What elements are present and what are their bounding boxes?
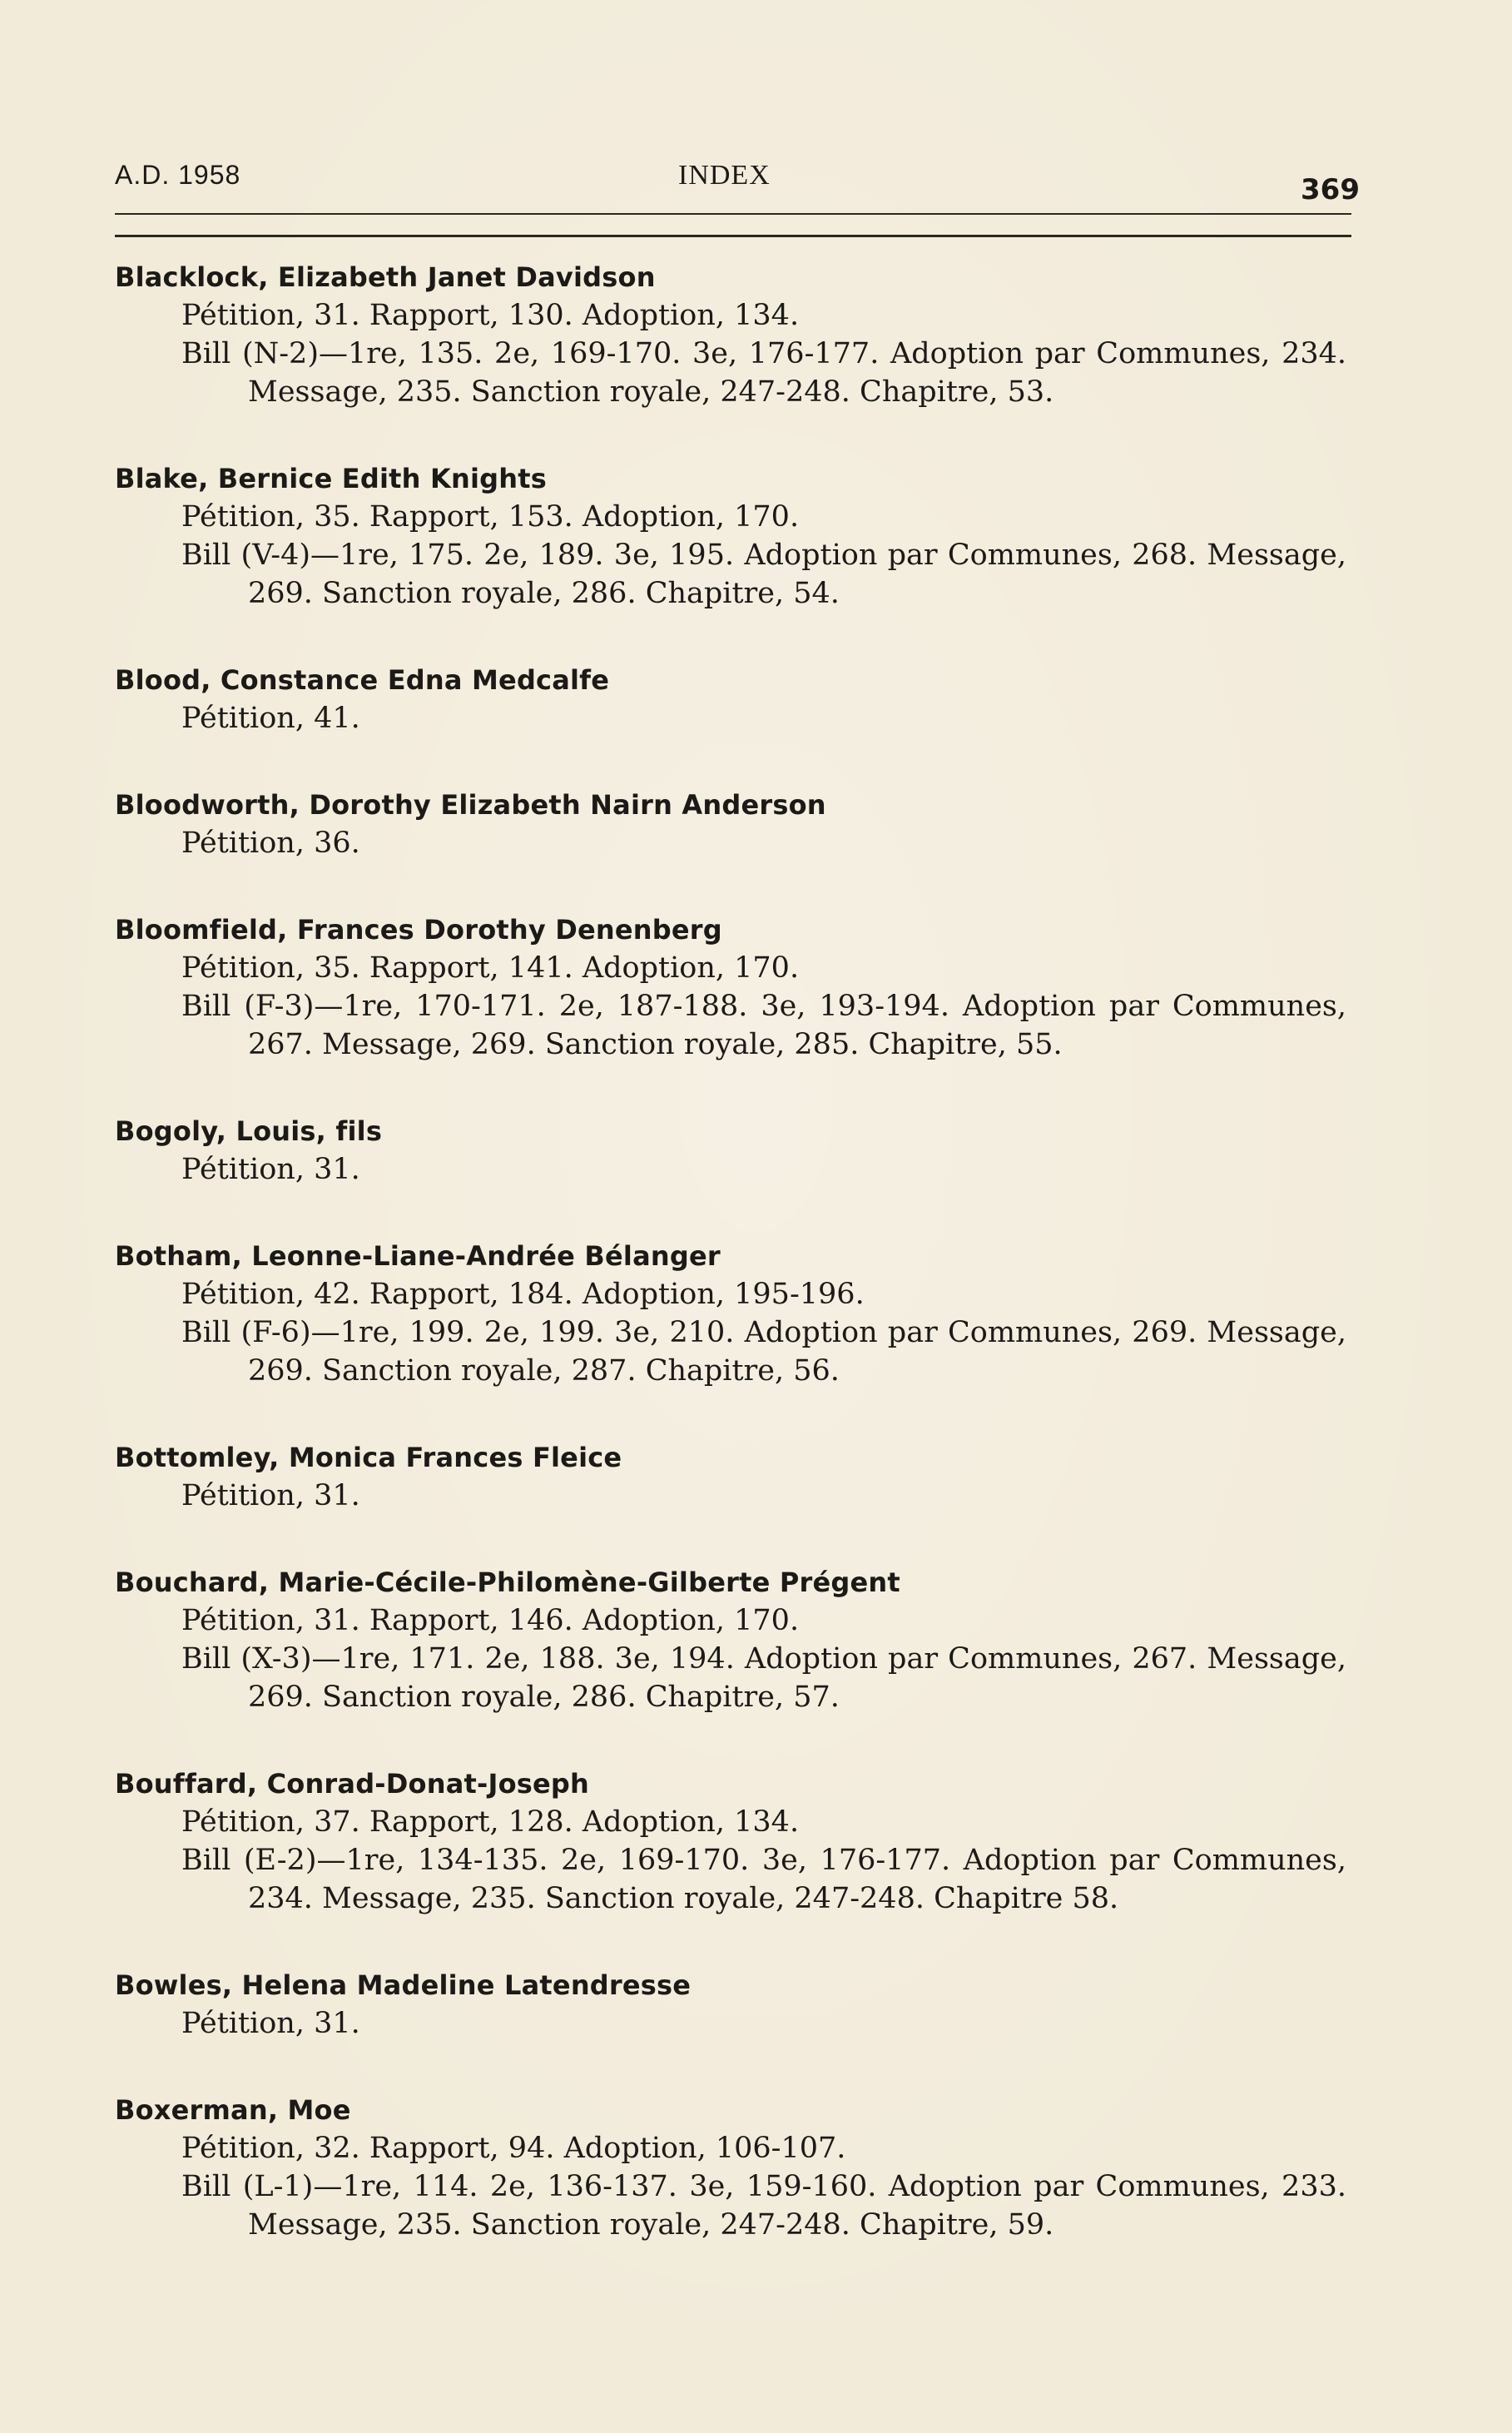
entry-name: Bouffard, Conrad-Donat-Joseph xyxy=(115,1768,590,1800)
running-header xyxy=(0,148,1512,206)
entry-bill: Bill (N-2)—1re, 135. 2e, 169-170. 3e, 176-177. Adoption par Communes, 234. Message, 235. Sanction royale, 247-248. Chapitre, 53. xyxy=(181,337,1346,409)
index-entry xyxy=(0,459,1512,613)
entry-name: Bloodworth, Dorothy Elizabeth Nairn Anderson xyxy=(115,789,826,821)
header-title: INDEX xyxy=(678,160,771,191)
index-entry xyxy=(0,258,1512,411)
entry-petition: Pétition, 35. Rapport, 153. Adoption, 170. xyxy=(181,500,800,534)
entry-bill: Bill (L-1)—1re, 114. 2e, 136-137. 3e, 159-160. Adoption par Communes, 233. Message, 235. Sanction royale, 247-248. Chapitre, 59. xyxy=(181,2170,1346,2242)
entry-petition: Pétition, 42. Rapport, 184. Adoption, 195-196. xyxy=(181,1278,865,1311)
index-entry xyxy=(0,1112,1512,1189)
header-year: A.D. 1958 xyxy=(115,160,241,190)
entry-name: Bouchard, Marie-Cécile-Philomène-Gilberte Prégent xyxy=(115,1567,900,1598)
index-entry xyxy=(0,661,1512,737)
entry-petition: Pétition, 36. xyxy=(181,827,360,860)
header-rule-bottom xyxy=(115,235,1351,237)
index-entry xyxy=(0,1237,1512,1390)
entry-bill: Bill (F-3)—1re, 170-171. 2e, 187-188. 3e, 193-194. Adoption par Communes, 267. Message, 269. Sanction royale, 285. Chapitre, 55. xyxy=(181,990,1346,1061)
entry-name: Bloomfield, Frances Dorothy Denenberg xyxy=(115,914,722,946)
entry-petition: Pétition, 31. xyxy=(181,2007,360,2040)
entry-name: Bogoly, Louis, fils xyxy=(115,1115,383,1147)
entry-bill: Bill (E-2)—1re, 134-135. 2e, 169-170. 3e, 176-177. Adoption par Communes, 234. Message, 235. Sanction royale, 247-248. Chapitre 58. xyxy=(181,1844,1346,1915)
entry-name: Blacklock, Elizabeth Janet Davidson xyxy=(115,261,656,293)
entry-petition: Pétition, 41. xyxy=(181,702,360,735)
index-entry xyxy=(0,1563,1512,1716)
entry-petition: Pétition, 35. Rapport, 141. Adoption, 170. xyxy=(181,951,800,985)
index-entry xyxy=(0,911,1512,1064)
entry-petition: Pétition, 31. xyxy=(181,1153,360,1186)
index-entry xyxy=(0,1438,1512,1515)
entry-bill: Bill (V-4)—1re, 175. 2e, 189. 3e, 195. Adoption par Communes, 268. Message, 269. Sanction royale, 286. Chapitre, 54. xyxy=(181,539,1346,610)
entry-petition: Pétition, 31. Rapport, 146. Adoption, 170. xyxy=(181,1604,800,1637)
page-number: 369 xyxy=(1301,173,1360,206)
entry-petition: Pétition, 32. Rapport, 94. Adoption, 106-107. xyxy=(181,2132,846,2165)
entry-name: Blood, Constance Edna Medcalfe xyxy=(115,664,610,696)
entry-name: Bottomley, Monica Frances Fleice xyxy=(115,1442,622,1473)
header-rule-top xyxy=(115,213,1351,215)
entry-petition: Pétition, 31. Rapport, 130. Adoption, 134. xyxy=(181,299,800,332)
entry-name: Boxerman, Moe xyxy=(115,2094,351,2126)
index-entry xyxy=(0,1966,1512,2043)
index-entry xyxy=(0,786,1512,862)
index-entry xyxy=(0,2091,1512,2244)
index-entry xyxy=(0,1765,1512,1918)
entry-bill: Bill (X-3)—1re, 171. 2e, 188. 3e, 194. Adoption par Communes, 267. Message, 269. Sanction royale, 286. Chapitre, 57. xyxy=(181,1642,1346,1714)
entry-petition: Pétition, 31. xyxy=(181,1479,360,1512)
entry-name: Botham, Leonne-Liane-Andrée Bélanger xyxy=(115,1240,721,1272)
entry-name: Blake, Bernice Edith Knights xyxy=(115,463,547,494)
index-entries xyxy=(0,258,1512,2292)
entry-name: Bowles, Helena Madeline Latendresse xyxy=(115,1969,692,2001)
entry-petition: Pétition, 37. Rapport, 128. Adoption, 134. xyxy=(181,1805,800,1839)
entry-bill: Bill (F-6)—1re, 199. 2e, 199. 3e, 210. Adoption par Communes, 269. Message, 269. Sanction royale, 287. Chapitre, 56. xyxy=(181,1316,1346,1388)
